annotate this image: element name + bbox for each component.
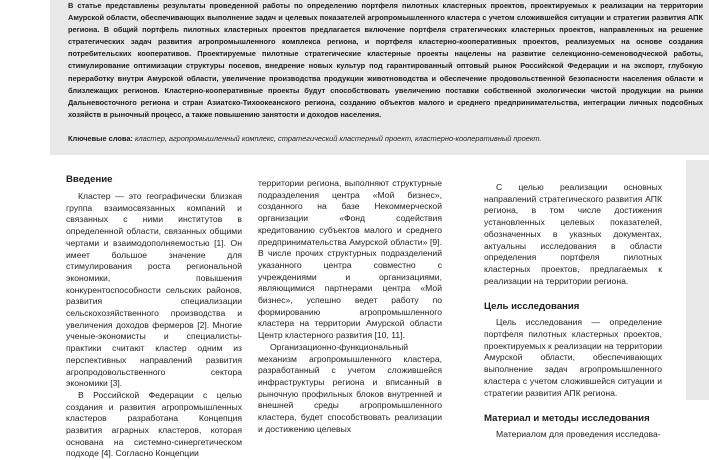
keywords-line xyxy=(68,133,698,145)
paragraph: Материалом для проведения исследова- xyxy=(496,429,661,440)
paragraph: Цель исследования — определение портфеля пилотных кластерных проектов, проектируемых к реализации на территории Амурской области, обеспечивающих выполнение задач агропромышленного кластера с учетом сложившейся ситуации и стратегии развития АПК региона. xyxy=(484,317,662,398)
section-heading-research-goal: Цель исследования xyxy=(484,301,580,313)
paragraph: территории региона, выполняют структурные подразделения центра «Мой бизнес», созданного на базе Некоммерческой организации «Фонд содействия кредитованию субъектов малого и среднего предпринимательства Амурской области» [9]. В числе прочих структурных подразделений указанного центра совместно с учреждениями и организациями, являющимися партнерами центра «Мой бизнес», успешно ведет работу по формированию агропромышленного кластера на территории Амурской области Центр кластерного развития [10, 11]. xyxy=(258,178,442,341)
keywords-text: кластер, агропромышленный комплекс, стратегический кластерный проект, кластерно-кооперативный проект. xyxy=(134,134,542,143)
text-column-1 xyxy=(66,160,242,460)
paragraph: В Российской Федерации с целью создания и развития агропромышленных кластеров разработана Концепция развития аграрных кластеров, которая основана на системно-синергетическом подходе [4]. Согласно Концепции xyxy=(66,389,242,459)
text-column-2 xyxy=(258,178,442,435)
section-heading-introduction: Введение xyxy=(66,174,113,185)
abstract-text: В статье представлены результаты проведенной работы по определению портфеля пилотных кластерных проектов, проектируемых к реализации на территории Амурской области, обеспечивающих выполнение задач и целевых показателей агропромышленного кластера с учетом сложившейся ситуации и стратегии развития АПК региона. В общий портфель пилотных кластерных проектов предлагается включение портфеля стратегических кластерных проектов, направленных на решение стратегических задач развития агропромышленного комплекса региона, и портфеля кластерно-кооперативных проектов, реализуемых на основе создания потребительских кооперативов. Проектируемые пилотные стратегические кластерные проекты нацелены на развитие селекционно-семеноводческой работы, стимулирование оптимизации структуры посевов, внедрение новых культур под гарантированный оптовый рынок Российской Федерации и на экспорт, глубокую переработку внутри Амурской области, увеличение производства продукции животноводства и обеспечение продовольственной безопасности населения области и близлежащих регионов. Кластерно-кооперативные проекты будут способствовать увеличению поставки собственной экологически чистой продукции на рынки Дальневосточного региона и стран Азиатско-Тихоокеанского региона, созданию объектов малого и среднего предпринимательства, интеграции личных подсобных хозяйств в рыночный процесс, а также повышению занятости и доходов населения. xyxy=(68,1,703,119)
section-heading-materials-methods: Материал и методы исследования xyxy=(484,413,650,425)
paragraph: Организационно-функциональный механизм агропромышленного кластера, разработанный с учетом сложившейся инфраструктуры региона и вписанный в рыночную профильных блоков внутренней и внешней среды агропромышленного кластера, будет способствовать реализации и достижению целевых xyxy=(258,341,442,434)
abstract-box xyxy=(50,0,709,155)
keywords-label: Ключевые слова: xyxy=(68,134,133,143)
text-column-3 xyxy=(484,182,662,441)
paragraph: Кластер — это географически близкая группа взаимосвязанных компаний и связанных с ними институтов в определенной области, связанных общими чертами и взаимодополняемостью [1]. Он имеет большое значение для стимулирования роста региональной экономики, повышения конкурентоспособности сельских районов, развития специализации сельскохозяйственного производства и увеличения доходов фермеров [2]. Многие ученые-экономисты и специалисты-практики считают кластер одним из перспективных направлений развития агропродовольственного сектора экономики [3]. xyxy=(66,191,242,389)
paragraph: С целью реализации основных направлений стратегического развития АПК региона, в том числе достижения установленных целевых показателей, обозначенных в указных документах, актуальны исследования в области определения портфеля пилотных кластерных проектов, предлагаемых к реализации на территории региона. xyxy=(484,182,662,286)
margin-sidebar-bar xyxy=(686,160,709,400)
